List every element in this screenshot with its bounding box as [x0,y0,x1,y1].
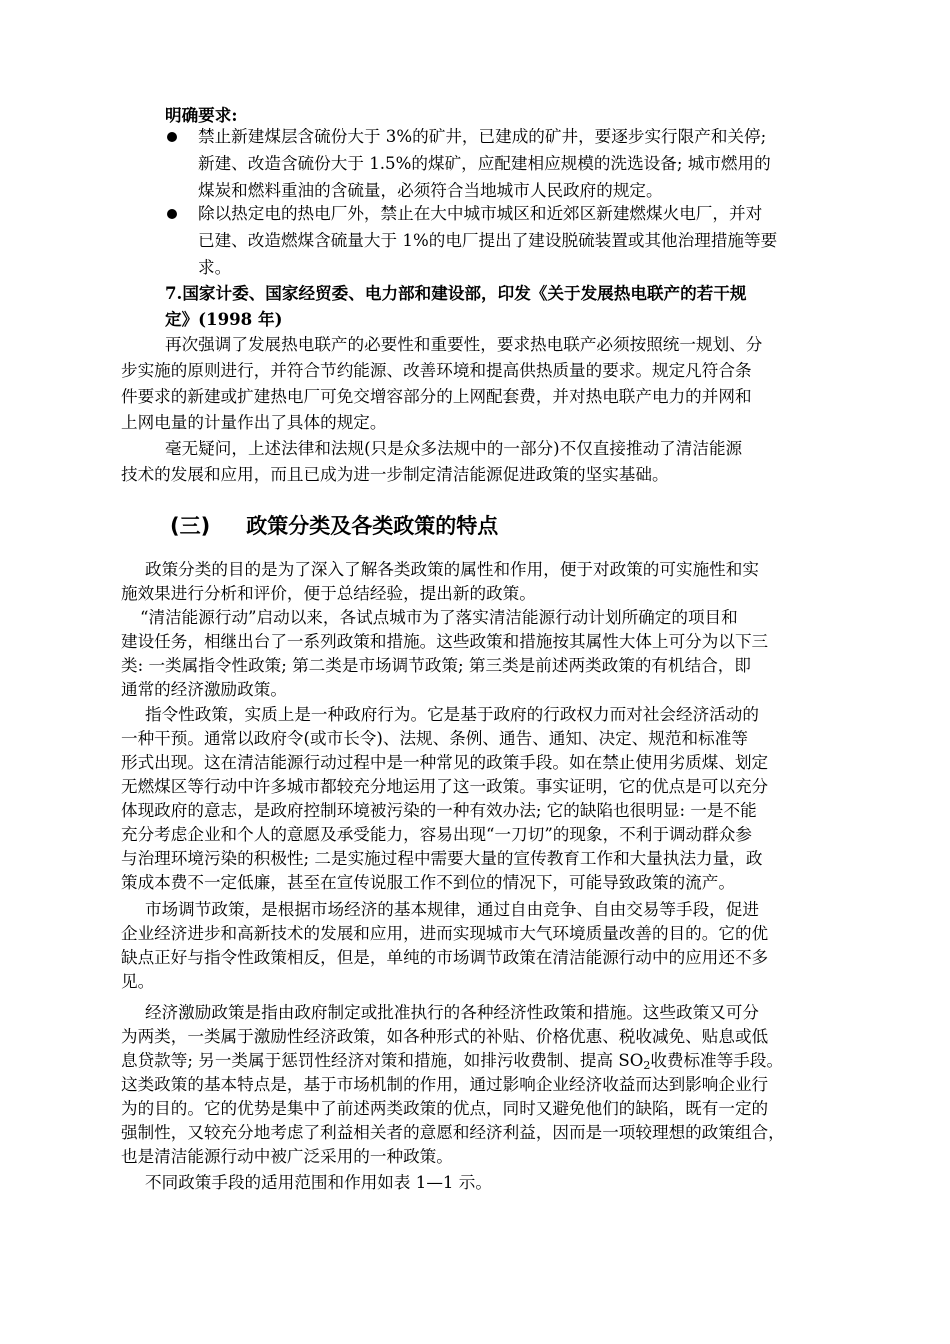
bullet-icon [167,209,177,219]
p1-line-1: 政策分类的目的是为了深入了解各类政策的属性和作用，便于对政策的可实施性和实 [145,560,759,579]
p5-line-3 [121,1048,783,1074]
bullet-1-line-2: 新建、改造含硫份大于 1.5%的煤矿，应配建相应规模的洗选设备; 城市燃用的 [198,154,771,173]
item-7-para-line-3: 件要求的新建或扩建热电厂可免交增容部分的上网配套费，并对热电联产电力的并网和 [121,387,752,406]
p3-line-7: 与治理环境污染的积极性; 二是实施过程中需要大量的宣传教育工作和大量执法力量，政 [121,849,763,868]
p5-line-7: 也是清洁能源行动中被广泛采用的一种政策。 [121,1147,453,1166]
p1-line-2: 施效果进行分析和评价，便于总结经验，提出新的政策。 [121,584,536,603]
p3-line-2: 一种干预。通常以政府令(或市长令)、法规、条例、通告、通知、决定、规范和标准等 [121,729,748,748]
section-number: (三) [170,514,211,538]
p2-line-4: 通常的经济激励政策。 [121,680,287,699]
p4-line-2: 企业经济进步和高新技术的发展和应用，进而实现城市大气环境质量改善的目的。它的优 [121,924,769,943]
p2-line-2: 建设任务，相继出台了一系列政策和措施。这些政策和措施按其属性大体上可分为以下三 [121,632,769,651]
conclusion-line-2: 技术的发展和应用，而且已成为进一步制定清洁能源促进政策的坚实基础。 [121,465,669,484]
p3-line-6: 充分考虑企业和个人的意愿及承受能力，容易出现“一刀切”的现象，不利于调动群众参 [121,825,752,844]
section-heading [170,511,498,541]
p2-line-3: 类: 一类属指令性政策; 第二类是市场调节政策; 第三类是前述两类政策的有机结合，即 [121,656,751,675]
bullet-2-line-2: 已建、改造燃煤含硫量大于 1%的电厂提出了建设脱硫装置或其他治理措施等要 [198,231,778,250]
p3-line-1: 指令性政策，实质上是一种政府行为。它是基于政府的行政权力而对社会经济活动的 [145,705,759,724]
p3-line-5: 体现政府的意志，是政府控制环境被污染的一种有效办法; 它的缺陷也很明显: 一是不能 [121,801,757,820]
item-7-title-line-2: 定》(1998 年) [165,309,283,329]
p5-line-3-tail: 收费标准等手段。 [650,1051,784,1070]
p3-line-8: 策成本费不一定低廉，甚至在宣传说服工作不到位的情况下，可能导致政策的流产。 [121,873,735,892]
item-7-title-line-1: 7.国家计委、国家经贸委、电力部和建设部，印发《关于发展热电联产的若干规 [165,283,747,303]
p5-line-6: 强制性，又较充分地考虑了利益相关者的意愿和经济利益，因而是一项较理想的政策组合， [121,1123,785,1142]
item-7-para-line-4: 上网电量的计量作出了具体的规定。 [121,413,387,432]
so2-subscript: 2 [643,1059,651,1072]
bullet-1-line-1: 禁止新建煤层含硫份大于 3%的矿井，已建成的矿井，要逐步实行限产和关停; [198,127,767,146]
p5-line-2: 为两类，一类属于激励性经济政策，如各种形式的补贴、价格优惠、税收减免、贴息或低 [121,1027,769,1046]
p5-line-4: 这类政策的基本特点是，基于市场机制的作用，通过影响企业经济收益而达到影响企业行 [121,1075,769,1094]
p5-line-1: 经济激励政策是指由政府制定或批准执行的各种经济性政策和措施。这些政策又可分 [145,1003,759,1022]
intro-label: 明确要求: [165,105,238,125]
section-title: 政策分类及各类政策的特点 [246,514,499,538]
p5-line-3-text: 息贷款等; 另一类属于惩罚性经济对策和措施，如排污收费制、提高 SO [121,1051,644,1070]
item-7-para-line-1: 再次强调了发展热电联产的必要性和重要性，要求热电联产必须按照统一规划、分 [165,335,763,354]
p4-line-1: 市场调节政策，是根据市场经济的基本规律，通过自由竞争、自由交易等手段，促进 [145,900,759,919]
item-7-para-line-2: 步实施的原则进行，并符合节约能源、改善环境和提高供热质量的要求。规定凡符合条 [121,361,752,380]
p6-line-1: 不同政策手段的适用范围和作用如表 1—1 示。 [145,1173,492,1192]
bullet-2-line-3: 求。 [198,258,232,277]
p3-line-4: 无燃煤区等行动中许多城市都较充分地运用了这一政策。事实证明，它的优点是可以充分 [121,777,769,796]
p5-line-5: 为的目的。它的优势是集中了前述两类政策的优点，同时又避免他们的缺陷，既有一定的 [121,1099,769,1118]
p2-line-1: “清洁能源行动”启动以来，各试点城市为了落实清洁能源行动计划所确定的项目和 [140,608,738,627]
p4-line-4: 见。 [121,972,155,991]
p3-line-3: 形式出现。这在清洁能源行动过程中是一种常见的政策手段。如在禁止使用劣质煤、划定 [121,753,769,772]
conclusion-line-1: 毫无疑问，上述法律和法规(只是众多法规中的一部分)不仅直接推动了清洁能源 [165,439,743,458]
p4-line-3: 缺点正好与指令性政策相反，但是，单纯的市场调节政策在清洁能源行动中的应用还不多 [121,948,769,967]
bullet-2-line-1: 除以热定电的热电厂外，禁止在大中城市城区和近郊区新建燃煤火电厂，并对 [198,204,763,223]
bullet-1-line-3: 煤炭和燃料重油的含硫量，必须符合当地城市人民政府的规定。 [198,181,663,200]
bullet-icon [167,132,177,142]
